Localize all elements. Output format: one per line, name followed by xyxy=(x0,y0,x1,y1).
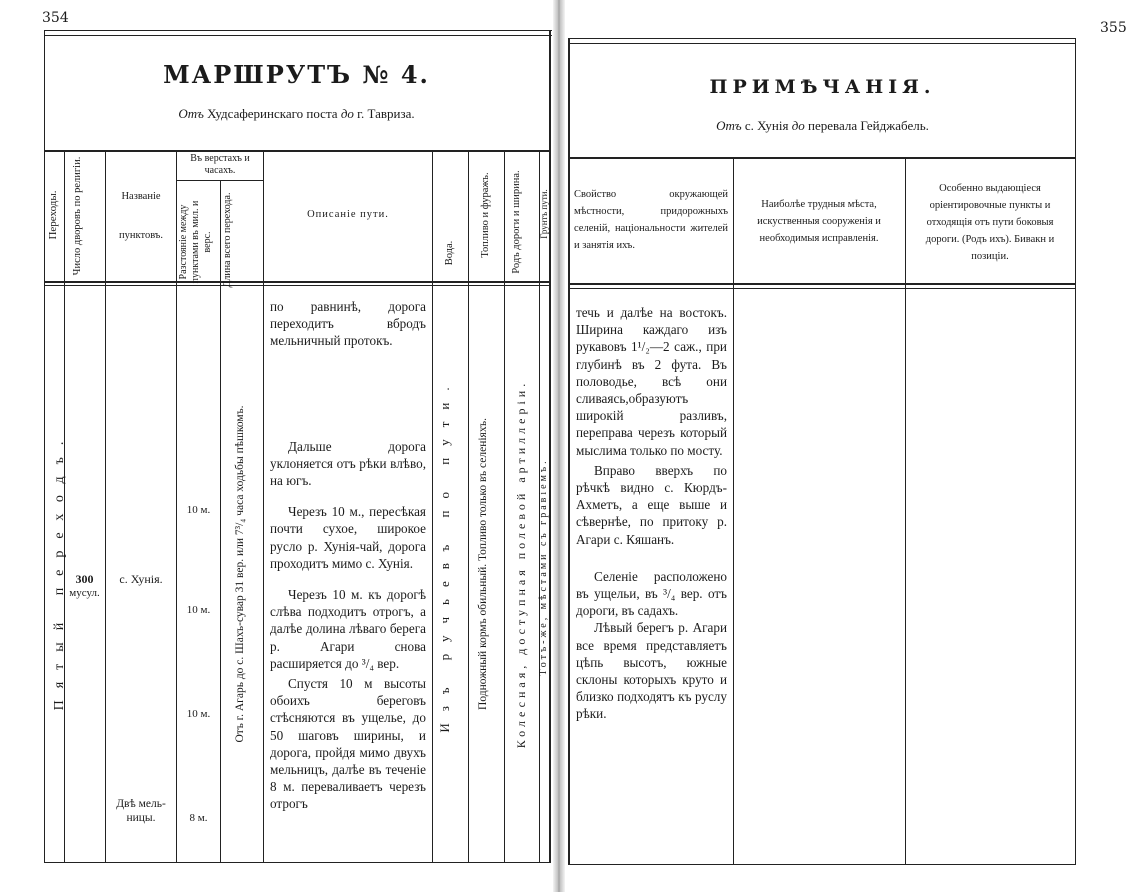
header-v-verstakh: Въ верстахъ и часахъ. xyxy=(190,153,250,176)
left-title: МАРШРУТЪ № 4. xyxy=(163,60,430,89)
right-top-rule-2 xyxy=(568,43,1076,44)
right-header-col1: Свойство окружающей мѣстности, придорожныхъ селеній, національности жителей и занятія ихъ. xyxy=(574,189,728,251)
subtitle-prefix: Отъ xyxy=(178,106,204,121)
subtitle-to: г. Тавриза. xyxy=(357,106,415,121)
left-header-bottom-rule xyxy=(44,281,551,283)
left-page-number: 354 xyxy=(42,10,69,26)
voda-vertical: Изъ ручьевъ по пути. xyxy=(437,375,452,733)
left-top-rule-2 xyxy=(44,35,552,36)
header-toplivo: Топливо и фуражъ. xyxy=(480,172,491,258)
left-bottom-rule xyxy=(44,862,551,863)
desc-paragraph-4: Черезъ 10 м. къ дорогѣ слѣва подходитъ отрогъ, а далѣе долина лѣваго берега р. Агари снова расширяется до ³/₄ вер. xyxy=(270,587,426,671)
toplivo-vertical: Подножный кормъ обильный. Топливо только въ селеніяхъ. xyxy=(477,418,489,710)
dlina-vertical: Отъ г. Агарь до с. Шахъ-сувар 31 вер. или 7³/₄ часа ходьбы пѣшкомъ. xyxy=(234,405,246,743)
right-col-line-1 xyxy=(733,157,734,864)
header-perekhody: Переходы. xyxy=(47,190,59,240)
subtitle-from: Худсаферинскаго поста xyxy=(207,106,338,121)
header-opisanie: Описаніе пути. xyxy=(307,209,389,220)
book-gutter xyxy=(553,0,565,892)
right-title: ПРИМѢЧАНІЯ. xyxy=(709,76,936,98)
right-header-bottom-rule xyxy=(568,283,1076,285)
punkt-2 xyxy=(106,797,176,825)
right-subtitle-from: с. Хунія xyxy=(744,118,789,133)
right-top-rule xyxy=(568,38,1076,39)
col-line-2 xyxy=(105,150,106,862)
dist-1: 10 м. xyxy=(186,504,211,516)
col-line-4 xyxy=(220,180,221,862)
left-frame-left xyxy=(44,30,45,862)
grunt-vertical: Тотъ-же, мѣстами съ гравіемъ. xyxy=(538,458,549,676)
left-top-rule xyxy=(44,30,552,31)
right-subtitle-mid: до xyxy=(791,118,805,133)
header-rasstoyanie xyxy=(178,192,218,292)
rod-vertical: Колесная, доступная полевой артиллеріи. xyxy=(514,379,528,749)
desc-paragraph-1: по равнинѣ, дорога переходитъ вбродъ мельничный протокъ. xyxy=(270,299,426,349)
dist-2: 10 м. xyxy=(186,604,211,616)
right-header-col2: Наиболѣе трудныя мѣста, искуственныя сооруженія и необходимыя исправленія. xyxy=(757,199,881,244)
header-nazvanie-1: Названіе xyxy=(121,191,161,202)
right-header-col3: Особенно выдающіеся оріентировочные пункты и отходящія отъ пути боковыя дороги. (Родъ ихъ). Бивакн и позиціи. xyxy=(925,183,1055,262)
header-rasstoyanie-text: Разстояніе между пунктами въ мил. и верс. xyxy=(178,200,213,284)
right-bottom-rule xyxy=(568,864,1076,865)
left-header-bottom-rule-2 xyxy=(44,285,551,286)
left-header-top-rule xyxy=(44,150,551,152)
right-subtitle-to: перевала Гейджабель. xyxy=(808,118,929,133)
route-description xyxy=(270,298,426,813)
punkt-2-line1: Двѣ мель- xyxy=(116,798,166,810)
header-dlina xyxy=(222,190,262,290)
desc-paragraph-5: Спустя 10 м высоты обоихъ береговъ стѣсняются въ ущелье, до 50 шаговъ ширины, и дорога, пройдя мимо двухъ мельницъ, далѣе въ теченіе 8 м. переваливаетъ черезъ отрогъ xyxy=(270,676,426,812)
col-line-6 xyxy=(432,150,433,862)
subtitle-mid: до xyxy=(340,106,354,121)
header-grunt: Грунтъ пути. xyxy=(539,189,549,239)
right-subtitle-prefix: Отъ xyxy=(716,118,742,133)
header-nazvanie xyxy=(106,190,176,242)
dvory-count xyxy=(64,572,105,600)
left-subtitle xyxy=(44,106,549,122)
desc-paragraph-2: Дальше дорога уклоняется отъ рѣки влѣво, на югъ. xyxy=(270,438,426,489)
perekhod-vertical: Пятый переходъ. xyxy=(52,429,67,711)
right-header-top-rule xyxy=(568,157,1076,159)
header-rod-text: Родъ дороги и ширина. xyxy=(511,170,522,274)
dist-4: 8 м. xyxy=(189,812,208,824)
header-voda: Вода. xyxy=(444,240,455,266)
col-line-7 xyxy=(468,150,469,862)
right-frame-left xyxy=(568,38,570,864)
desc-paragraph-3: Черезъ 10 м., пересѣкая почти сухое, широкое русло р. Хунія-чай, дорога проходитъ мимо с. Хунія. xyxy=(270,504,426,571)
header-chislo-text: Число дворовъ по религіи. xyxy=(72,156,83,276)
right-page-number: 355 xyxy=(1100,20,1127,36)
header-dlina-text: Длина всего перехода. xyxy=(222,192,233,288)
note-paragraph-1: течь и далѣе на востокъ. Ширина каждаго изъ рукавовъ 1¹/₂—2 саж., при глубинѣ въ 2 фута. Въ половодье, всѣ они сливаясь,образуютъ широкій разливъ, переправа черезъ который мыслима только по мосту. xyxy=(576,305,727,458)
right-subtitle xyxy=(570,118,1075,134)
punkt-1: с. Хунія. xyxy=(119,572,163,586)
right-notes xyxy=(576,304,727,723)
dvory-count-number: 300 xyxy=(75,572,94,586)
right-header-bottom-rule-2 xyxy=(568,288,1076,289)
dvory-religion: мусул. xyxy=(69,587,100,599)
col-line-8 xyxy=(504,150,505,862)
note-paragraph-3: Селеніе расположено въ ущельи, въ ³/₄ вер. отъ дороги, въ садахъ. xyxy=(576,568,727,619)
header-nazvanie-2: пунктовъ. xyxy=(119,230,163,241)
header-rod-dorogi xyxy=(510,158,538,286)
right-frame-right xyxy=(1075,38,1076,864)
note-paragraph-2: Вправо вверхъ по рѣчкѣ видно с. Кюрдъ-Ахметъ, а еще выше и сѣвернѣе, по притоку р. Агари с. Кяшанъ. xyxy=(576,462,727,547)
note-paragraph-4: Лѣвый берегъ р. Агари все время представляетъ цѣпь высотъ, южные склоны которыхъ круто и близко подходятъ къ руслу рѣки. xyxy=(576,620,727,722)
right-col-line-2 xyxy=(905,157,906,864)
header-chislo-dvorov xyxy=(71,156,99,276)
dist-3: 10 м. xyxy=(186,708,211,720)
punkt-2-line2: ницы. xyxy=(126,812,156,824)
col-line-5 xyxy=(263,150,264,862)
